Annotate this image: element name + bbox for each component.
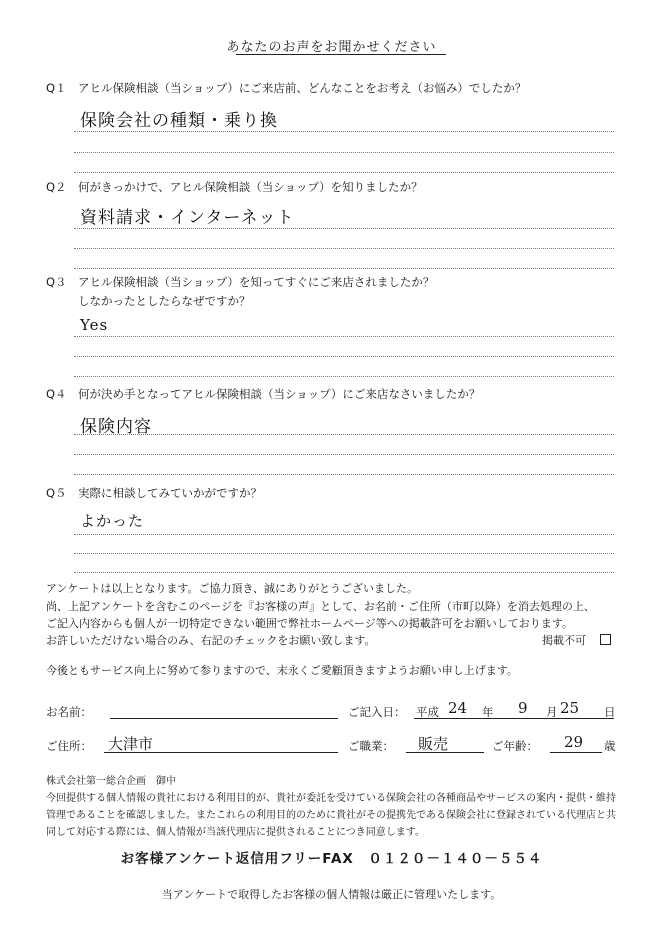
fax-number: お客様アンケート返信用フリーFAX ０１２０－１４０－５５４ [120, 851, 543, 867]
answer-2[interactable]: 資料請求・インターネット [80, 208, 295, 228]
answer-1[interactable]: 保険会社の種類・乗り換 [80, 111, 278, 131]
age-value: 29 [564, 733, 584, 751]
name-label: お名前： [46, 705, 92, 719]
no-publish-label: 掲載不可 [542, 634, 586, 647]
question-text: アヒル保険相談（当ショップ）にご来店前、どんなことをお考え（お悩み）でしたか？ [78, 81, 527, 95]
closing-line-1: アンケートは以上となります。ご協力頂き、誠にありがとうございました。 [46, 582, 419, 595]
company-name: 株式会社第一総合企画 御中 [46, 776, 176, 787]
answer-line [74, 336, 614, 337]
page-title: あなたのお声をお聞かせください [226, 40, 437, 55]
question-3-sub: しなかったとしたらなぜですか？ [78, 294, 251, 308]
closing-line-4: お許しいただけない場合のみ、右記のチェックをお願い致します。 [46, 634, 376, 647]
question-text: アヒル保険相談（当ショップ）を知ってすぐにご来店されましたか？ [78, 275, 435, 289]
date-month-value[interactable]: 9 [518, 699, 528, 717]
question-text: 実際に相談してみていかがですか？ [78, 486, 262, 500]
answer-line [74, 356, 614, 357]
answer-line [74, 454, 614, 455]
privacy-line-3: 同して対応する際には、個人情報が当該代理店に提供されることにつき同意します。 [46, 827, 425, 838]
date-field-underline [414, 718, 614, 719]
answer-line [74, 152, 614, 153]
date-month-unit: 月 [546, 705, 558, 719]
answer-line [74, 376, 614, 377]
answer-line [74, 534, 614, 535]
answer-line [74, 268, 614, 269]
closing-line-5: 今後ともサービス向上に努めて参りますので、末永くご愛顧頂きますようお願い申し上げます。 [46, 664, 518, 677]
answer-line [74, 474, 614, 475]
question-1 [46, 80, 526, 96]
date-day-unit: 日 [604, 705, 616, 719]
question-2 [46, 179, 423, 195]
question-text: 何がきっかけで、アヒル保険相談（当ショップ）を知りましたか？ [78, 180, 423, 194]
privacy-notice: 当アンケートで取得したお客様の個人情報は厳正に管理いたします。 [161, 888, 502, 901]
privacy-line-1: 今回提供する個人情報の貴社における利用目的が、貴社が委託を受けている保険会社の各種商品やサービスの案内・提供・維持 [46, 793, 616, 804]
question-4 [46, 386, 480, 402]
date-label: ご記入日： [348, 705, 406, 719]
date-era: 平成 [416, 705, 439, 719]
title-underline [236, 54, 446, 55]
answer-5[interactable]: よかった [80, 512, 145, 530]
answer-line [74, 131, 614, 132]
date-year-unit: 年 [482, 705, 494, 719]
job-label: ご職業： [348, 739, 394, 753]
no-publish-checkbox[interactable] [600, 634, 611, 645]
closing-line-2: 尚、上記アンケートを含むこのページを『お客様の声』として、お名前・ご住所（市町以降）を消去処理の上、 [46, 600, 595, 613]
question-number: Q５ [46, 486, 67, 500]
question-number: Q４ [46, 387, 67, 401]
privacy-line-2: 管理であることを確認しました。またこれらの利用目的のために貴社がその提携先である保険会社に登録されている代理店と共 [46, 810, 616, 821]
age-unit: 歳 [604, 739, 616, 753]
closing-line-3: ご記入内容からも個人が一切特定できない範囲で弊社ホームページ等への掲載許可をお願いしております。 [46, 617, 573, 630]
address-label: ご住所： [46, 739, 92, 753]
question-number: Q３ [46, 275, 67, 289]
address-value: 大津市 [108, 735, 154, 753]
answer-3[interactable]: Yes [80, 316, 109, 334]
date-day-value[interactable]: 25 [560, 699, 580, 717]
answer-line [74, 553, 614, 554]
question-3 [46, 274, 434, 290]
name-field[interactable] [110, 718, 338, 719]
age-label: ご年齢： [492, 739, 538, 753]
question-number: Q２ [46, 180, 67, 194]
job-value: 販売 [418, 735, 449, 753]
answer-line [74, 434, 614, 435]
question-text: 何が決め手となってアヒル保険相談（当ショップ）にご来店なさいましたか？ [78, 387, 481, 401]
question-number: Q１ [46, 81, 67, 95]
date-year-value[interactable]: 24 [448, 699, 468, 717]
answer-4[interactable]: 保険内容 [80, 417, 152, 437]
age-field[interactable] [550, 752, 602, 753]
answer-line [74, 172, 614, 173]
answer-line [74, 248, 614, 249]
answer-line [74, 572, 614, 573]
answer-line [74, 228, 614, 229]
no-publish-option[interactable] [542, 632, 611, 648]
question-5 [46, 485, 262, 501]
